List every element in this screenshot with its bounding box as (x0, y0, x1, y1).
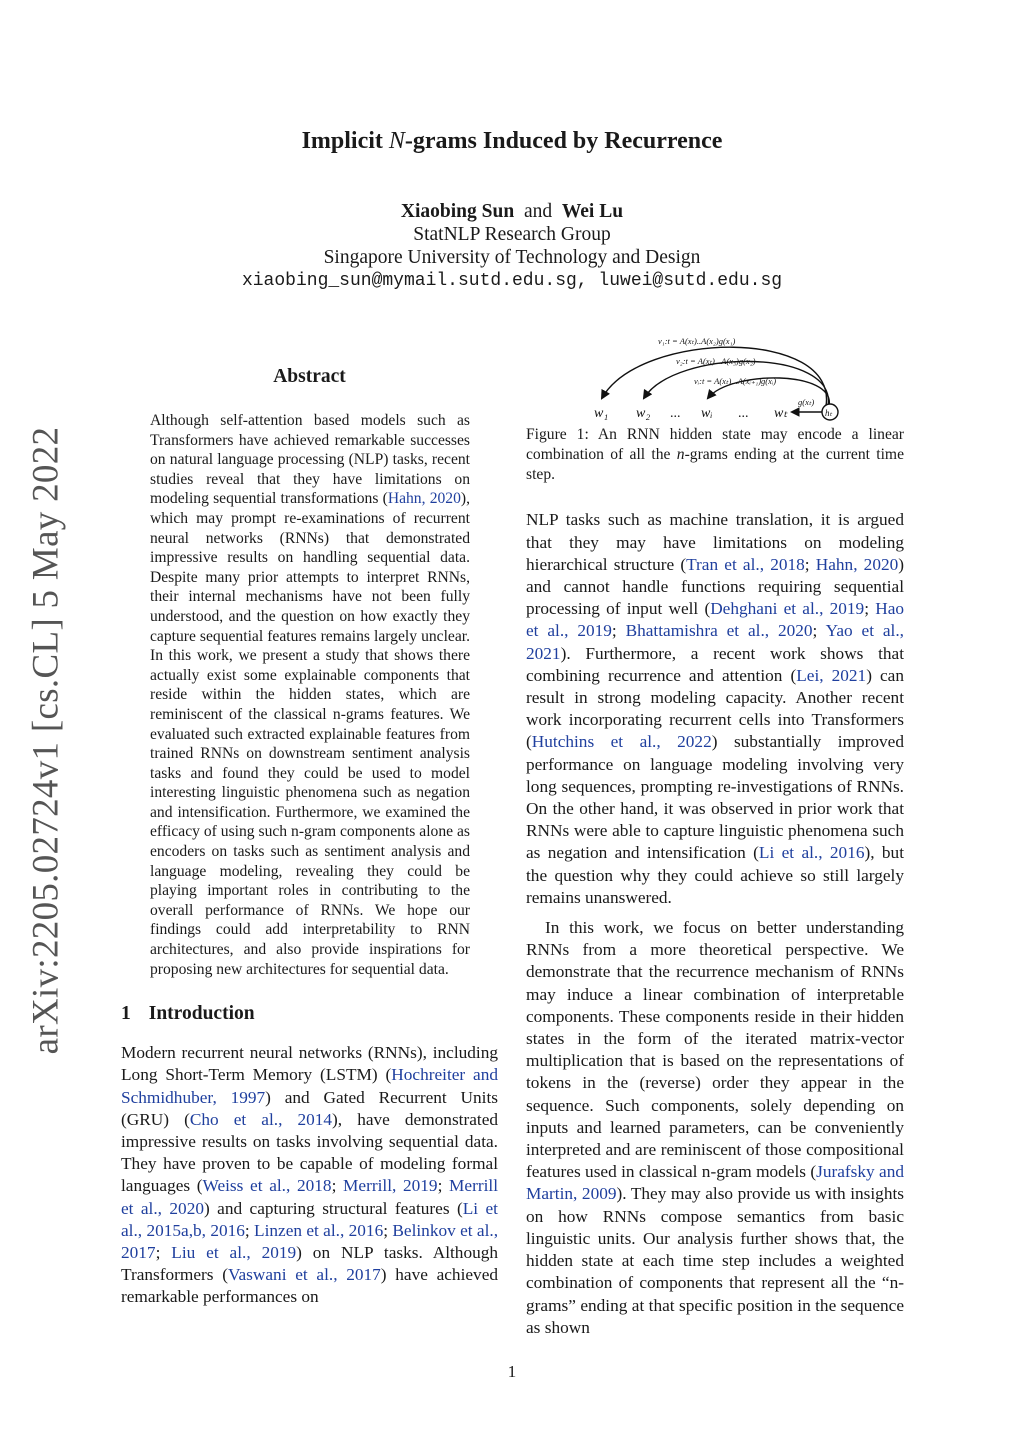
paragraph-1: NLP tasks such as machine translation, it is argued that they may have limitations on modeling hierarchical structure (Tran et al., 2018; Hahn, 2020) and cannot handle functions requiring sequential processing of input well (Dehghani et al., 2019; Hao et al., 2019; Bhattamishra et al., 2020; Yao et al., 2021). Furthermore, a recent work shows that combining recurrence and attention (Lei, 2021) can result in strong modeling capacity. Another recent work incorporating recurrent cells into Transformers (Hutchins et al., 2022) substantially improved performance on language modeling involving very long sequences, prompting re-investigations of RNNs. On the other hand, it was observed in prior work that RNNs were able to capture linguistic phenomena such as negation and intensification (Li et al., 2016), but the question why they could achieve so still largely remains unanswered. (526, 510, 905, 907)
citation-link[interactable]: Hochreiter and Schmidhuber, 1997 (121, 1065, 499, 1107)
citation-link[interactable]: Jurafsky and Martin, 2009 (526, 1162, 904, 1204)
citation-link[interactable]: Cho et al., 2014 (189, 1109, 333, 1129)
citation-link[interactable]: Tran et al., 2018 (686, 554, 805, 574)
citation-link[interactable]: Li et al., 2016 (758, 843, 865, 863)
citation-link[interactable]: Bhattamishra et al., 2020 (625, 621, 813, 641)
right-column (526, 330, 904, 1339)
label-v2: v₂:t = A(xₜ)...A(x₃)g(x₂) (676, 356, 756, 366)
citation-link[interactable]: Merrill, 2019 (343, 1176, 438, 1196)
citation-link[interactable]: Yao et al., 2021 (526, 621, 904, 663)
abstract-heading: Abstract (273, 366, 346, 387)
citation-link[interactable]: Dehghani et al., 2019 (710, 599, 865, 619)
citation-link[interactable]: Vaswani et al., 2017 (227, 1265, 381, 1285)
citation-link[interactable]: Hutchins et al., 2022 (531, 732, 712, 752)
left-column (121, 366, 498, 1309)
token-dots-2: ... (738, 406, 749, 421)
token-wi: wᵢ (701, 406, 713, 421)
author-2: Wei Lu (561, 201, 624, 222)
citation-link[interactable]: Hao et al., 2019 (526, 599, 905, 641)
paper-title: Implicit N-grams Induced by Recurrence (301, 128, 723, 154)
author-names: Xiaobing Sun and Wei Lu (400, 201, 624, 222)
arxiv-id: arXiv:2205.02724v1 [cs.CL] 5 May 2022 (25, 426, 67, 1054)
research-group: StatNLP Research Group (413, 224, 611, 245)
token-w1: w₁ (594, 406, 609, 421)
figure-caption: Figure 1: An RNN hidden state may encode a linear combination of all the n-grams ending at the current time step. (526, 426, 904, 483)
citation-link[interactable]: Belinkov et al., 2017 (121, 1220, 499, 1263)
token-w2: w₂ (636, 406, 651, 421)
citation-link[interactable]: Liu et al., 2019 (171, 1243, 297, 1263)
citation-link[interactable]: Hahn, 2020 (387, 490, 461, 508)
page-number: 1 (507, 1362, 517, 1381)
abstract-text: Although self-attention based models such as Transformers have achieved remarkable successes on natural language processing (NLP) tasks, recent studies reveal that they have limitations on modeling sequential transformations (Hahn, 2020), which may prompt re-examinations of recurrent neural networks (RNNs) that demonstrated impressive results on handling sequential data. Despite many prior attempts to interpret RNNs, their internal mechanisms have not been fully understood, and the question on how exactly they capture sequential features remains largely unclear. In this work, we present a study that shows there actually exist some explainable components that reside within the hidden states, which are reminiscent of the classical n-grams features. We evaluated such extracted explainable features from trained RNNs on downstream sentiment analysis tasks and found they could be used to model interesting linguistic phenomena such as negation and intensification. Furthermore, we examined the efficacy of using such n-gram components alone as encoders on tasks such as sentiment analysis and language modeling, revealing they could be playing important roles in contributing to the overall performance of RNNs. We hope our findings could add interpretability to RNN architectures, and also provide inspirations for proposing new architectures for sequential data. (150, 412, 470, 978)
section-heading-introduction: 1 Introduction (121, 1003, 255, 1025)
figure-1 (526, 330, 904, 424)
label-vi: vᵢ:t = A(xₜ)...A(xᵢ₊₁)g(xᵢ) (694, 376, 777, 386)
citation-link[interactable]: Linzen et al., 2016 (254, 1220, 384, 1240)
author-1: Xiaobing Sun (400, 201, 515, 222)
node-ht: hₜ (825, 408, 833, 418)
author-emails: xiaobing_sun@mymail.sutd.edu.sg, luwei@sutd.edu.sg (241, 271, 783, 291)
paragraph-2: In this work, we focus on better understanding RNNs from a more theoretical perspective. We demonstrate that the recurrence mechanism of RNNs may induce a linear combination of interpretable components. These components reside in their hidden states in the form of the iterated matrix-vector multiplication that is based on the representations of tokens in the (reverse) order they appear in the sequence. Such components, solely depending on inputs and learned parameters, can be conveniently interpreted and are reminiscent of those compositional features used in classical n-gram models (Jurafsky and Martin, 2009). They may also provide us with insights on how RNNs compose semantics from basic linguistic units. Our analysis further shows that, the hidden state at each time step includes a weighted combination of components that represent all the “n-grams” ending at that specific position in the sequence as shown (526, 918, 904, 1337)
right-body-text (526, 509, 904, 1339)
citation-link[interactable]: Lei, 2021 (796, 665, 867, 685)
label-v1: v₁:t = A(xₜ)..A(x₂)g(x₁) (658, 336, 736, 346)
citation-link[interactable]: Hahn, 2020 (815, 554, 899, 574)
label-g: g(xₜ) (798, 397, 815, 407)
arxiv-stamp (16, 426, 76, 1054)
author-block (0, 200, 1024, 293)
citation-link[interactable]: Weiss et al., 2018 (202, 1176, 332, 1196)
rnn-diagram (526, 330, 904, 424)
affiliation: Singapore University of Technology and Design (323, 247, 701, 268)
token-wt: wₜ (774, 406, 788, 421)
citation-link[interactable]: Merrill et al., 2020 (121, 1176, 498, 1218)
citation-link[interactable]: Li et al., 2015a,b, 2016 (121, 1198, 498, 1240)
introduction-paragraph: Modern recurrent neural networks (RNNs), including Long Short-Term Memory (LSTM) (Hochreiter and Schmidhuber, 1997) and Gated Recurrent Units (GRU) (Cho et al., 2014), have demonstrated impressive results on tasks involving sequential data. They have proven to be capable of modeling formal languages (Weiss et al., 2018; Merrill, 2019; Merrill et al., 2020) and capturing structural features (Li et al., 2015a,b, 2016; Linzen et al., 2016; Belinkov et al., 2017; Liu et al., 2019) on NLP tasks. Although Transformers (Vaswani et al., 2017) have achieved remarkable performances on (121, 1043, 499, 1307)
token-dots-1: ... (670, 406, 681, 421)
